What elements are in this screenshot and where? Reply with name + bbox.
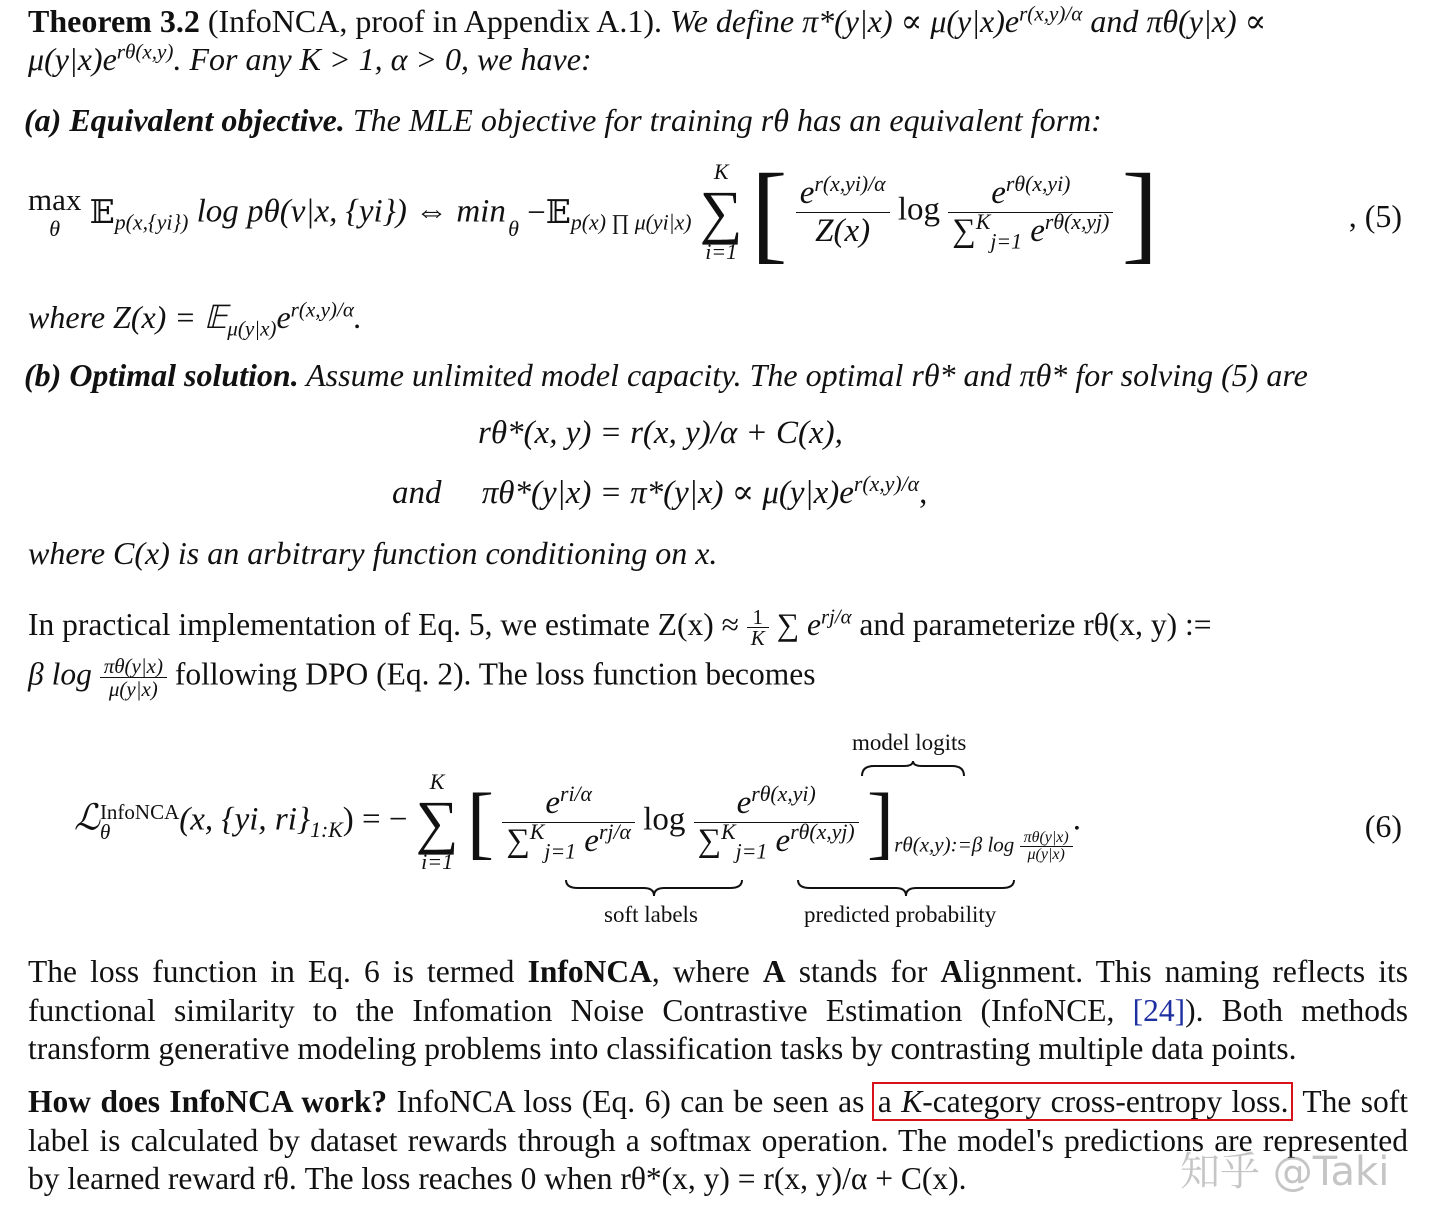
eq6-sum xyxy=(416,770,459,874)
eq5-frac2-den-exp: rθ(x,yj) xyxy=(1044,209,1110,234)
how-p2: The soft label is calculated by dataset rewards through a softmax operation. The model's predictions are represented by learned reward rθ. The loss reaches 0 when rθ*(x, y) = r(x, y)/α + C(x). xyxy=(28,1084,1409,1196)
eq5-frac2-den-sum: ∑ xyxy=(952,212,976,249)
equation-5-number: , (5) xyxy=(1348,198,1402,234)
equation-6-number: (6) xyxy=(1364,808,1402,844)
eq6-left-bracket: [ xyxy=(466,776,495,867)
part-b-line-1: rθ*(x, y) = r(x, y)/α + C(x), xyxy=(478,415,843,451)
soft-labels-brace xyxy=(564,878,744,898)
annotation-model-logits: model logits xyxy=(852,730,967,755)
eq5-expectation-sub: p(x,{yi}) xyxy=(114,210,189,235)
how-boxed-rest: -category cross-entropy loss. xyxy=(922,1084,1289,1119)
eq6-lhs-args: (x, {yi, ri} xyxy=(179,801,311,838)
theorem-def-pitheta-exp: rθ(x,y) xyxy=(116,39,174,64)
eq6-f1-num xyxy=(502,781,635,823)
eq5-max-text: max xyxy=(28,182,82,217)
eq5-max-sub: θ xyxy=(49,216,61,241)
eq6-f2-den-exp: rθ(x,yj) xyxy=(790,819,855,844)
eq6-param-subscript xyxy=(894,830,1072,863)
eq6-lhs-args-end: ) = − xyxy=(342,801,408,838)
equation-5 xyxy=(28,151,1159,273)
theorem-def-pistar: π*(y|x) ∝ μ(y|x)e xyxy=(802,3,1020,39)
eq5-expectation: 𝔼 xyxy=(89,195,115,231)
eq6-prediction-fraction xyxy=(694,781,859,864)
eq5-frac2-num xyxy=(948,171,1113,213)
naming-infonca: InfoNCA xyxy=(527,954,652,989)
eq6-loss-symbol: ℒ xyxy=(74,797,100,838)
theorem-statement xyxy=(28,2,1408,78)
part-b-line-2-eq: πθ*(y|x) = π*(y|x) ∝ μ(y|x)e xyxy=(481,475,854,511)
part-a-where-exp: r(x,y)/α xyxy=(290,297,354,322)
practical-policy-ratio xyxy=(100,655,167,700)
naming-p2: , where xyxy=(651,954,750,989)
eq6-f1-den-top: K xyxy=(529,819,545,844)
naming-p4: lignment. This naming reflects its functional similarity to the Infomation Noise Contrastive Estimation (InfoNCE, xyxy=(28,954,1408,1028)
eq6-f1-den-sum: ∑ xyxy=(506,822,530,859)
eq6-f2-num-exp: rθ(x,yi) xyxy=(751,781,816,806)
eq6-f2-den-lim: j=1 xyxy=(735,839,768,864)
eq5-frac2-num-exp: rθ(x,yi) xyxy=(1005,171,1071,196)
part-b-intro xyxy=(24,356,1408,394)
eq5-frac2-den-body: e xyxy=(1030,212,1045,249)
annotation-predicted-probability: predicted probability xyxy=(804,902,997,927)
annotation-soft-labels: soft labels xyxy=(604,902,698,927)
practical-paragraph xyxy=(28,605,1408,651)
eq5-min-sub: θ xyxy=(508,216,519,241)
eq6-log: log xyxy=(643,801,686,838)
eq5-fraction-1 xyxy=(796,171,890,250)
practical-line-2-text: following DPO (Eq. 2). The loss function becomes xyxy=(174,656,816,692)
part-b-line-2-and: and xyxy=(392,475,442,511)
part-a-where xyxy=(28,297,1408,341)
theorem-def-pistar-exp: r(x,y)/α xyxy=(1019,1,1083,26)
eq5-log: log xyxy=(897,191,941,228)
eq5-sum-top: K xyxy=(713,159,729,184)
eq6-f2-den-body: e xyxy=(775,822,791,859)
eq5-frac2-den-lim: j=1 xyxy=(990,229,1022,254)
practical-text-1: In practical implementation of Eq. 5, we estimate Z(x) ≈ xyxy=(28,607,739,642)
part-a-heading: (a) Equivalent objective. xyxy=(24,102,345,138)
practical-one-over-k xyxy=(747,605,769,651)
eq6-f1-den xyxy=(502,819,635,864)
eq5-sum xyxy=(700,160,743,264)
eq6-f1-den-lim: j=1 xyxy=(544,839,577,864)
eq6-f2-den-sum: ∑ xyxy=(697,822,722,859)
part-a-where-end: . xyxy=(353,299,362,335)
eq6-f2-num xyxy=(694,781,859,823)
eq6-right-bracket: ] xyxy=(866,776,895,867)
eq5-sum-bottom: i=1 xyxy=(705,239,738,264)
part-b-heading: (b) Optimal solution. xyxy=(24,357,299,393)
eq6-param-text: rθ(x,y):=β log xyxy=(894,832,1015,857)
eq5-right-bracket: ] xyxy=(1121,151,1159,273)
part-a-where-sub: μ(y|x) xyxy=(227,316,277,341)
eq5-fraction-2 xyxy=(948,171,1113,254)
practical-frac-den: K xyxy=(750,626,765,651)
naming-alignment-a: A xyxy=(940,954,964,989)
practical-text-2: ∑ e xyxy=(776,607,821,642)
eq5-max xyxy=(28,183,81,241)
eq6-f2-den xyxy=(694,819,859,864)
highlight-box-cross-entropy xyxy=(872,1082,1294,1121)
eq6-loss-sup: InfoNCA xyxy=(99,800,180,824)
theorem-def-intro: We define xyxy=(670,3,795,39)
part-b-line-2 xyxy=(392,472,927,512)
part-b-where: where C(x) is an arbitrary function conditioning on x. xyxy=(28,535,718,571)
practical-text-2-exp: rj/α xyxy=(821,605,852,629)
eq5-rhs-sub: p(x) ∏ μ(yi|x) xyxy=(570,210,692,235)
eq5-left-bracket: [ xyxy=(750,151,788,273)
eq6-param-fraction xyxy=(1020,830,1073,863)
eq5-frac1-num xyxy=(796,171,890,213)
eq6-lhs-args-sub: 1:K xyxy=(310,818,343,843)
eq5-frac1-num-base: e xyxy=(799,174,815,211)
citation-link-24[interactable]: [24] xyxy=(1132,992,1186,1028)
theorem-source-note: (InfoNCA, proof in Appendix A.1). xyxy=(207,3,662,39)
eq6-f1-den-exp: rj/α xyxy=(598,819,631,844)
part-b-line-2-end: , xyxy=(919,475,928,511)
practical-paragraph-line-2 xyxy=(28,655,1408,700)
practical-beta-log: β log xyxy=(28,656,92,692)
theorem-label: Theorem 3.2 xyxy=(28,3,200,39)
eq6-f2-num-base: e xyxy=(736,784,752,821)
eq5-frac2-den-top: K xyxy=(975,209,991,234)
part-a-where-body: e xyxy=(276,299,291,335)
eq6-f1-den-body: e xyxy=(584,822,599,859)
how-heading: How does InfoNCA work? xyxy=(28,1084,388,1119)
eq5-sum-symbol: ∑ xyxy=(699,179,743,245)
eq5-rhs-expectation: −𝔼 xyxy=(527,195,571,231)
eq5-frac2-den xyxy=(948,209,1113,254)
theorem-def-pitheta: πθ(y|x) ∝ μ(y|x)e xyxy=(28,3,1267,77)
part-a-intro xyxy=(24,101,1408,139)
naming-p1: The loss function in Eq. 6 is termed xyxy=(28,954,515,989)
part-b-line-2-exp: r(x,y)/α xyxy=(853,472,920,496)
equation-6 xyxy=(74,770,1081,874)
eq5-min xyxy=(508,183,519,241)
practical-ratio-den: μ(y|x) xyxy=(108,677,158,701)
eq6-loss-sub: θ xyxy=(99,820,111,844)
eq6-f2-den-top: K xyxy=(721,819,736,844)
how-boxed-a: a xyxy=(877,1084,892,1119)
naming-paragraph xyxy=(28,953,1408,1069)
predicted-probability-brace xyxy=(796,878,1016,898)
theorem-def-tail: . For any K > 1, α > 0, we have: xyxy=(173,41,592,77)
naming-a: A xyxy=(762,954,786,989)
naming-p3: stands for xyxy=(798,954,928,989)
eq6-f1-num-exp: ri/α xyxy=(559,781,592,806)
part-b-text: Assume unlimited model capacity. The optimal rθ* and πθ* for solving (5) are xyxy=(306,357,1308,393)
practical-ratio-num: πθ(y|x) xyxy=(100,655,167,678)
eq6-param-frac-num: πθ(y|x) xyxy=(1020,830,1073,847)
practical-text-3: and parameterize rθ(x, y) := xyxy=(859,607,1212,642)
watermark: 知乎 @Taki xyxy=(1180,1149,1390,1195)
eq6-sum-top: K xyxy=(429,769,445,794)
how-p1: InfoNCA loss (Eq. 6) can be seen as xyxy=(396,1084,865,1119)
part-a-text: The MLE objective for training rθ has an equivalent form: xyxy=(352,102,1102,138)
eq6-param-frac-den: μ(y|x) xyxy=(1027,846,1065,864)
eq5-frac1-den: Z(x) xyxy=(815,212,871,249)
eq6-sum-symbol: ∑ xyxy=(415,789,459,855)
naming-p5: ). Both methods transform generative modeling problems into classification tasks by contrasting multiple data points. xyxy=(28,992,1408,1066)
part-a-where-text: where Z(x) = 𝔼 xyxy=(28,299,228,335)
eq5-frac2-num-base: e xyxy=(991,174,1006,211)
eq5-frac1-num-exp: r(x,yi)/α xyxy=(814,171,886,196)
eq6-f1-num-base: e xyxy=(545,784,560,821)
how-boxed-k: K xyxy=(901,1084,923,1119)
eq5-log-term: log pθ(ν|x, {yi}) ⇔ min xyxy=(196,193,506,230)
eq6-period: . xyxy=(1072,801,1081,838)
theorem-def-and: and xyxy=(1090,3,1139,39)
eq6-soft-label-fraction xyxy=(502,781,635,864)
practical-frac-num: 1 xyxy=(747,607,769,628)
eq6-sum-bottom: i=1 xyxy=(421,849,454,874)
